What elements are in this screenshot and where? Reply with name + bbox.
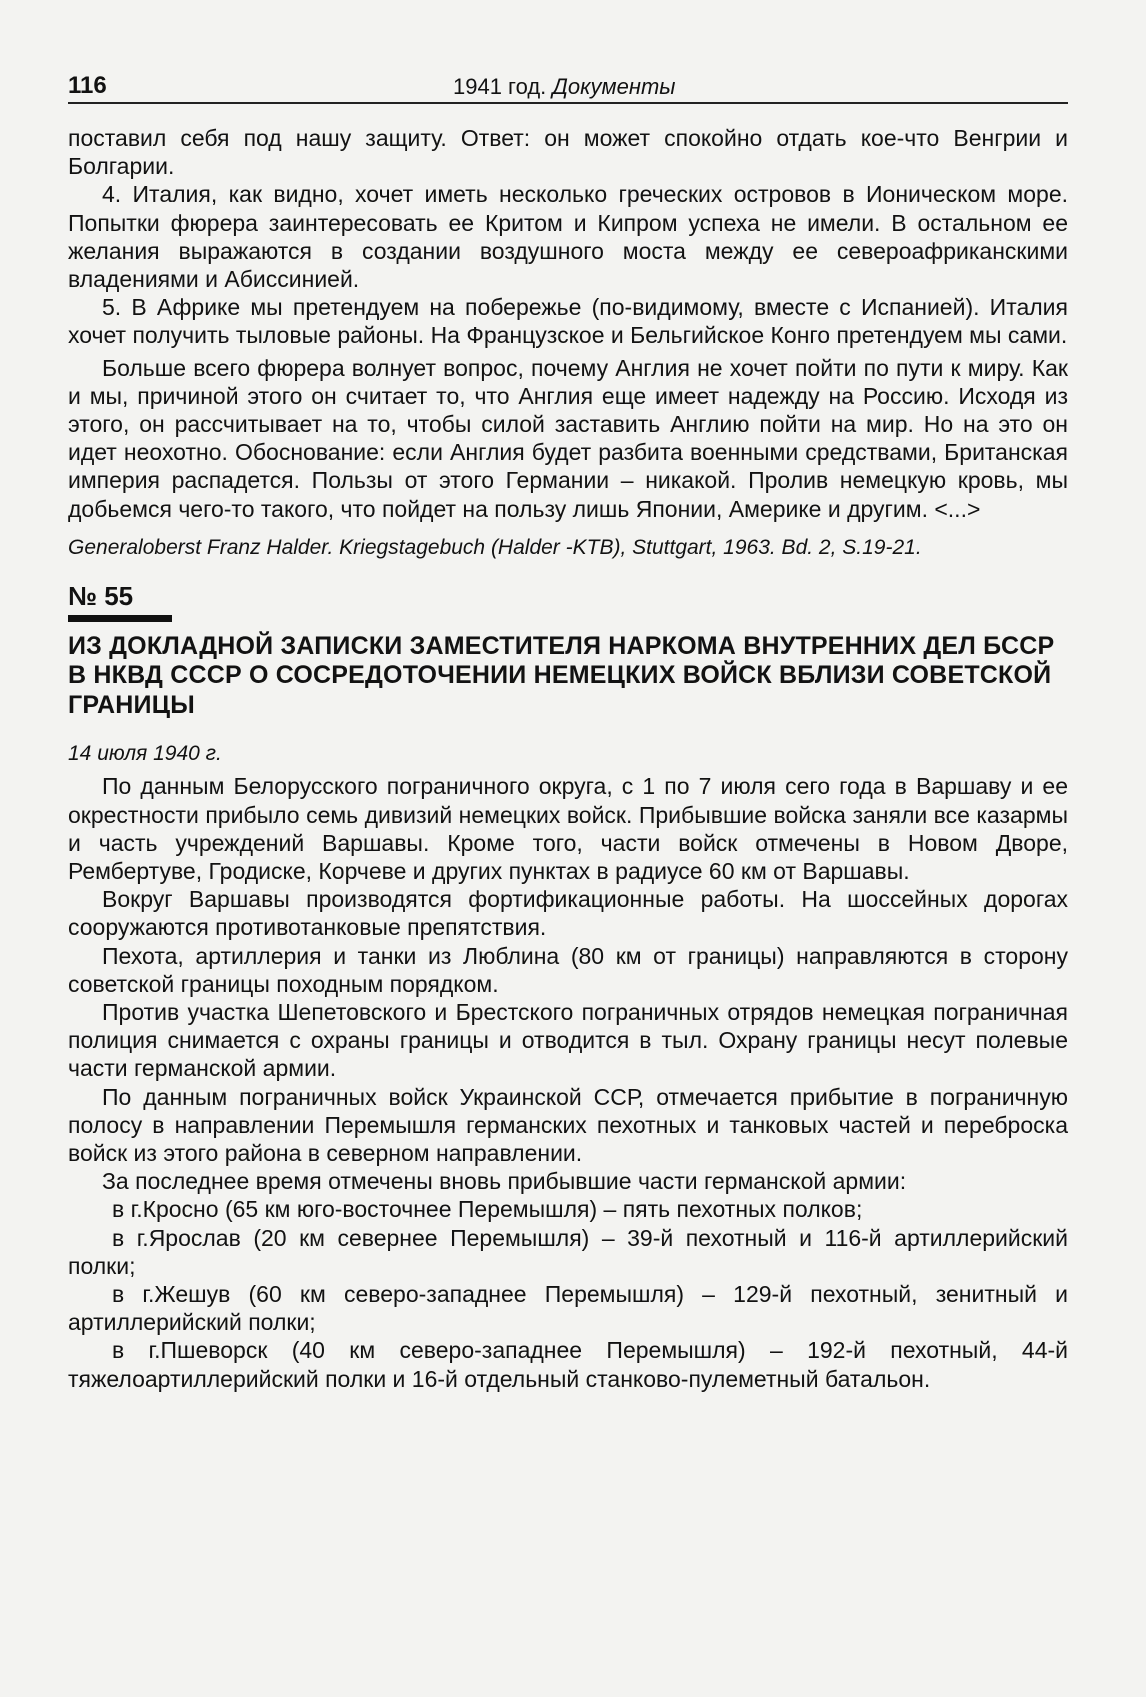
list-intro: За последнее время отмечены вновь прибывшие части германской армии: xyxy=(102,1168,907,1195)
paragraph: Вокруг Варшавы производятся фортификационные работы. На шоссейных дорогах сооружаются противотанковые препятствия. xyxy=(68,886,1068,941)
list-item: в г.Ярослав (20 км севернее Перемышля) – 39-й пехотный и 116-й артиллерийский полки; xyxy=(68,1224,1068,1279)
paragraph: По данным пограничных войск Украинской ССР, отмечается прибытие в пограничную полосу в направлении Перемышля германских пехотных и танковых частей и переброска войск из этого района в северном направлении. xyxy=(68,1083,1068,1166)
running-title-year: 1941 год. xyxy=(453,74,547,99)
unit-list xyxy=(68,1167,1068,1393)
intro-text xyxy=(68,124,1068,523)
document-body xyxy=(68,772,1068,1392)
paragraph: поставил себя под нашу защиту. Ответ: он может спокойно отдать кое-что Венгрии и Болгарии. xyxy=(68,125,1068,180)
running-title xyxy=(453,74,675,100)
paragraph: Больше всего фюрера волнует вопрос, почему Англия не хочет пойти по пути к миру. Как и мы, причиной этого он считает то, что Англия еще имеет надежду на Россию. Исходя из этого, он рассчитывает на то, чтобы силой заставить Англию пойти на мир. Но на это он идет неохотно. Обоснование: если Англия будет разбита военными средствами, Британская империя распадется. Пользы от этого Германии – никакой. Пролив немецкую кровь, мы добьемся чего-то такого, что пойдет на пользу лишь Японии, Америке и другим. <...> xyxy=(68,354,1068,522)
book-page xyxy=(68,70,1068,1393)
document-date: 14 июля 1940 г. xyxy=(68,742,222,766)
paragraph: Против участка Шепетовского и Брестского пограничных отрядов немецкая пограничная полиция снимается с охраны границы и отводится в тыл. Охрану границы несут полевые части германской армии. xyxy=(68,998,1068,1082)
document-number: № 55 xyxy=(68,580,134,611)
list-item: в г.Пшеворск (40 км северо-западнее Перемышля) – 192-й пехотный, 44-й тяжелоартиллерийский полки и 16-й отдельный станково-пулеметный батальон. xyxy=(68,1337,1068,1392)
paragraph: Пехота, артиллерия и танки из Люблина (80 км от границы) направляются в сторону советской границы походным порядком. xyxy=(68,942,1068,997)
paragraph: По данным Белорусского пограничного округа, с 1 по 7 июля сего года в Варшаву и ее окрестности прибыло семь дивизий немецких войск. Прибывшие войска заняли все казармы и часть учреждений Варшавы. Кроме того, части войск отмечены в Новом Дворе, Рембертуве, Гродиске, Корчеве и других пунктах в радиусе 60 км от Варшавы. xyxy=(68,773,1068,884)
document-title: ИЗ ДОКЛАДНОЙ ЗАПИСКИ ЗАМЕСТИТЕЛЯ НАРКОМА ВНУТРЕННИХ ДЕЛ БССР В НКВД СССР О СОСРЕДОТОЧЕНИИ НЕМЕЦКИХ ВОЙСК ВБЛИЗИ СОВЕТСКОЙ ГРАНИЦЫ xyxy=(68,631,1055,719)
page-header xyxy=(68,70,1068,104)
source-citation: Generaloberst Franz Halder. Kriegstagebuch (Halder -KTB), Stuttgart, 1963. Bd. 2, S.19-21. xyxy=(68,535,922,559)
list-item: в г.Жешув (60 км северо-западнее Перемышля) – 129-й пехотный, зенитный и артиллерийский полки; xyxy=(68,1281,1068,1336)
list-item: в г.Кросно (65 км юго-восточнее Перемышля) – пять пехотных полков; xyxy=(112,1196,863,1223)
paragraph: 4. Италия, как видно, хочет иметь несколько греческих островов в Ионическом море. Попытки фюрера заинтересовать ее Критом и Кипром успеха не имели. В остальном ее желания выражаются в создании воздушного моста между ее североафриканскими владениями и Абиссинией. xyxy=(68,181,1068,293)
paragraph: 5. В Африке мы претендуем на побережье (по-видимому, вместе с Испанией). Италия хочет получить тыловые районы. На Французское и Бельгийское Конго претендуем мы сами. xyxy=(68,294,1068,349)
running-title-section: Документы xyxy=(552,74,676,99)
document-rule xyxy=(68,615,172,622)
page-number: 116 xyxy=(68,72,107,99)
